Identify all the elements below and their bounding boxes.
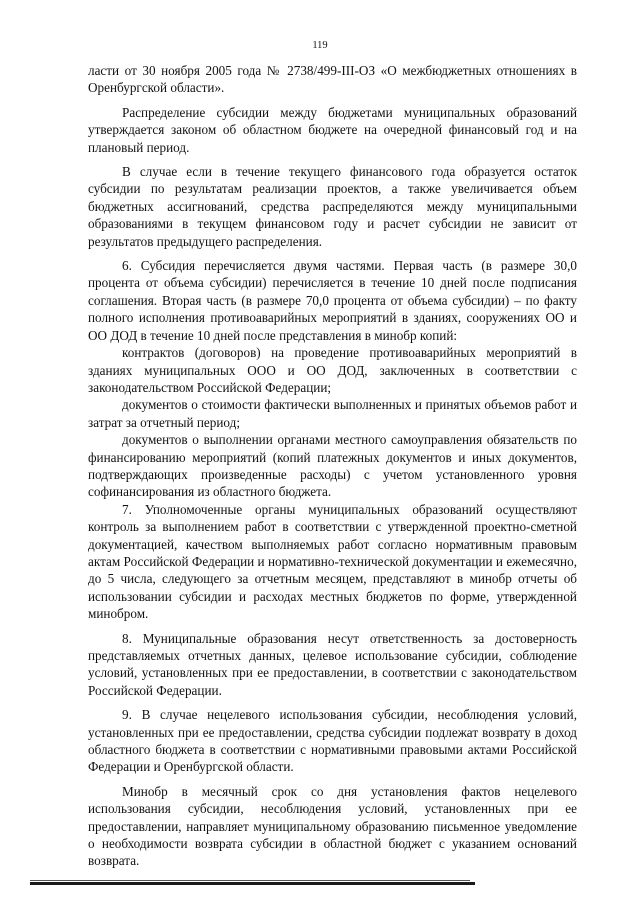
paragraph-item-8: 8. Муниципальные образования несут ответственность за достоверность представляемых отчетных данных, целевое использование субсидии, соблюдение условий, установленных при ее предоставлении, в соответствии с законодательством Российской Федерации. xyxy=(88,630,577,698)
paragraph-distribution: Распределение субсидии между бюджетами муниципальных образований утверждается законом об областном бюджете на очередной финансовый год и на плановый период. xyxy=(88,104,577,155)
paragraph-remainder: В случае если в течение текущего финансового года образуется остаток субсидии по результатам реализации проектов, а также увеличивается объем бюджетных ассигнований, средства распределяются между муниципальными образованиями в текущем финансовом году и расчет субсидии не зависит от результатов предыдущего распределения. xyxy=(88,164,577,249)
paragraph-item-9: 9. В случае нецелевого использования субсидии, несоблюдения условий, установленных при ее предоставлении, средства субсидии подлежат возврату в доход областного бюджета в соответствии с нормативными правовыми актами Российской Федерации и Оренбургской области. xyxy=(88,707,577,775)
paragraph-item-6: 6. Субсидия перечисляется двумя частями. Первая часть (в размере 30,0 процента от объема субсидии) перечисляется в течение 10 дней после подписания соглашения. Вторая часть (в размере 70,0 процента от объема субсидии) – по факту полного исполнения противоаварийных мероприятий в зданиях, сооружениях ОО и ОО ДОД в течение 10 дней после представления в минобр копий: xyxy=(88,258,577,343)
scan-edge-line xyxy=(30,882,475,885)
paragraph-cost-documents: документов о стоимости фактически выполненных и принятых объемов работ и затрат за отчетный период; xyxy=(88,397,577,430)
page-number: 119 xyxy=(312,40,328,51)
scan-edge-line-thin xyxy=(30,880,470,881)
paragraph-obligation-documents: документов о выполнении органами местного самоуправления обязательств по финансированию мероприятий (копий платежных документов и иных документов, подтверждающих произведенные расходы) с учетом установленного уровня софинансирования из областного бюджета. xyxy=(88,432,577,500)
paragraph-item-7: 7. Уполномоченные органы муниципальных образований осуществляют контроль за выполнением работ в соответствии с утвержденной проектно-сметной документацией, качеством выполняемых работ согласно нормативным правовым актам Российской Федерации и нормативно-технической документации и ежемесячно, до 5 числа, следующего за отчетным месяцем, представляют в минобр отчеты об использовании субсидии и расходах местных бюджетов по форме, утвержденной минобром. xyxy=(88,501,577,622)
paragraph-minobr-notice: Минобр в месячный срок со дня установления фактов нецелевого использования субсидии, несоблюдения условий, установленных при ее предоставлении, направляет муниципальному образованию письменное уведомление о необходимости возврата субсидии в областной бюджет с указанием оснований возврата. xyxy=(88,783,577,869)
paragraph-contracts: контрактов (договоров) на проведение противоаварийных мероприятий в зданиях муниципальных ООО и ОО ДОД, заключенных в соответствии с законодательством Российской Федерации; xyxy=(88,345,577,395)
paragraph-continuation: ласти от 30 ноября 2005 года № 2738/499-III-ОЗ «О межбюджетных отношениях в Оренбургской области». xyxy=(88,63,577,96)
document-body xyxy=(88,62,577,870)
